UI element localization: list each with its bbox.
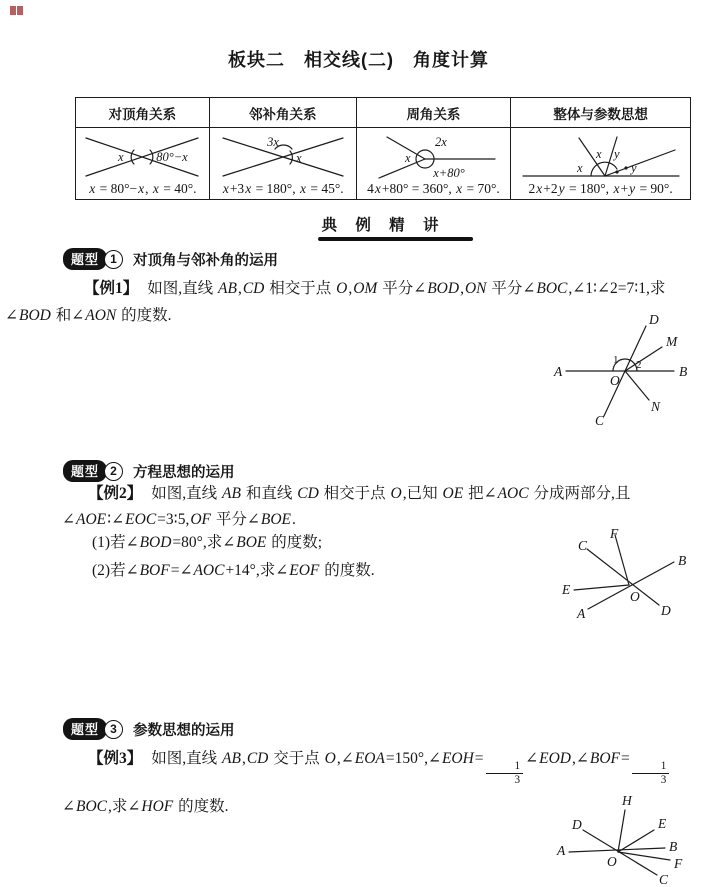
section-3-heading	[63, 718, 235, 740]
point-label-O: O	[630, 589, 640, 604]
column-header: 邻补角关系	[210, 98, 356, 128]
summary-table	[75, 97, 691, 200]
lecture-title: 典 例 精 讲	[321, 217, 446, 234]
point-label-D: D	[572, 817, 582, 832]
point-label-A: A	[557, 843, 566, 858]
example-2-item-2: (2)若∠BOF=∠AOC+14°,求∠EOF 的度数.	[92, 562, 375, 579]
example-2-item-1: (1)若∠BOD=80°,求∠BOE 的度数;	[92, 534, 323, 551]
angle-label: 80°−x	[156, 150, 189, 164]
round-angle-figure	[357, 133, 509, 181]
lecture-underline	[318, 237, 474, 241]
point-label-C: C	[659, 872, 669, 887]
example-1-label: 【例1】	[84, 280, 139, 297]
badge-label: 题型	[63, 248, 107, 270]
corner-stamp	[10, 6, 23, 15]
writing-brush-icon	[270, 211, 310, 241]
angle-label: x	[595, 147, 602, 161]
section-2-title: 方程思想的运用	[133, 464, 235, 481]
column-formula: 4x+80° = 360°, x = 70°.	[367, 181, 500, 196]
example-3-label: 【例3】	[88, 750, 143, 767]
point-label-A: A	[577, 606, 586, 621]
angle-label: x	[295, 151, 302, 165]
angle-2-label: 2	[636, 359, 642, 371]
section-3-title: 参数思想的运用	[133, 722, 235, 739]
angle-label: x	[576, 161, 583, 175]
section-1-heading	[63, 248, 278, 270]
example-2-text: 如图,直线 AB 和直线 CD 相交于点 O,已知 OE 把∠AOC 分成两部分,且∠AOE∶∠EOC=3∶5,OF 平分∠BOE.	[62, 485, 631, 528]
point-label-O: O	[610, 373, 620, 388]
point-label-O: O	[607, 854, 617, 869]
table-column-duiding	[76, 98, 210, 199]
point-label-N: N	[651, 399, 661, 414]
page-title: 板块二 相交线(二) 角度计算	[228, 50, 489, 70]
example-2-figure	[540, 528, 717, 640]
point-label-E: E	[562, 582, 571, 597]
example-2-label: 【例2】	[88, 485, 143, 502]
point-label-B: B	[679, 364, 688, 379]
column-formula: x = 80°−x, x = 40°.	[89, 181, 197, 196]
angle-1-label: 1	[613, 354, 619, 366]
angle-label: y	[630, 161, 637, 175]
angle-label: 3x	[266, 135, 279, 149]
lecture-banner	[270, 211, 448, 241]
point-label-B: B	[678, 553, 687, 568]
column-header: 周角关系	[357, 98, 511, 128]
badge-label: 题型	[63, 460, 107, 482]
point-label-H: H	[622, 793, 632, 808]
topic-badge-1	[63, 248, 123, 270]
parameter-angles-figure	[513, 133, 689, 181]
table-column-zhoujiao	[357, 98, 512, 199]
adjacent-angles-figure	[211, 133, 355, 181]
angle-label: x	[118, 150, 124, 164]
angle-label: y	[613, 147, 620, 161]
angle-label: 2x	[435, 135, 448, 149]
column-formula: 2x+2y = 180°, x+y = 90°.	[528, 181, 673, 196]
section-2-heading	[63, 460, 235, 482]
example-1-text: 如图,直线 AB,CD 相交于点 O,OM 平分∠BOD,ON 平分∠BOC,∠1∶∠2=7∶1,求∠BOD 和∠AON 的度数.	[5, 280, 666, 324]
vertical-angles-figure	[76, 133, 208, 181]
badge-number: 3	[104, 720, 123, 739]
point-label-F: F	[674, 856, 683, 871]
badge-number: 1	[104, 250, 123, 269]
badge-number: 2	[104, 462, 123, 481]
section-1-title: 对顶角与邻补角的运用	[133, 252, 279, 269]
angle-label: x	[405, 151, 411, 165]
column-header: 对顶角关系	[76, 98, 209, 128]
point-label-C: C	[578, 538, 588, 553]
point-label-D: D	[661, 603, 671, 618]
topic-badge-2	[63, 460, 123, 482]
point-label-E: E	[658, 816, 667, 831]
column-header: 整体与参数思想	[511, 98, 690, 128]
point-label-D: D	[649, 312, 659, 327]
point-label-A: A	[554, 364, 563, 379]
point-label-C: C	[595, 413, 605, 428]
table-column-linbu	[210, 98, 357, 199]
example-3-figure	[553, 792, 717, 886]
point-label-M: M	[666, 334, 678, 349]
topic-badge-3	[63, 718, 123, 740]
table-column-canshu	[511, 98, 690, 199]
column-formula: x+3x = 180°, x = 45°.	[222, 181, 344, 196]
point-label-B: B	[669, 839, 678, 854]
example-1-figure	[552, 312, 717, 430]
angle-label: x+80°	[433, 166, 466, 180]
point-label-F: F	[610, 526, 619, 541]
example-3-text: 如图,直线 AB,CD 交于点 O,∠EOA=150°,∠EOH= $\frac{1}{3}$ ∠EOD,∠BOF= $\frac{1}{3}$ ∠BOC,求∠HOF 的度数.	[62, 750, 671, 815]
badge-label: 题型	[63, 718, 107, 740]
